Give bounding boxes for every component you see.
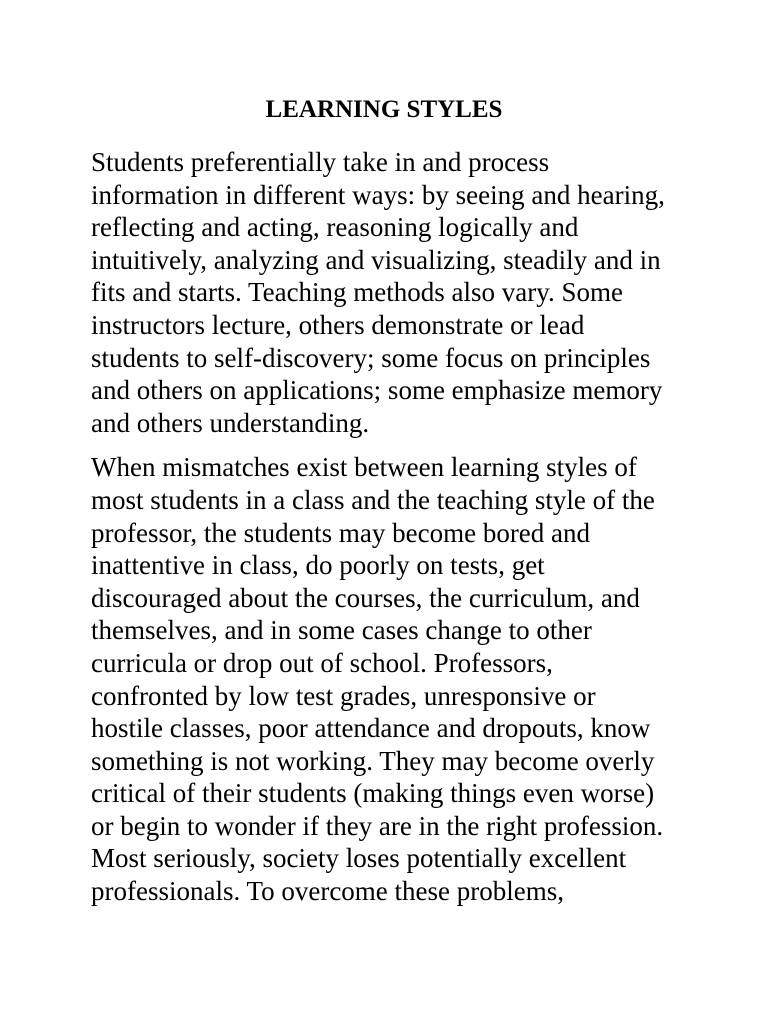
text-line: When mismatches exist between learning styles of: [91, 452, 637, 483]
text-line: intuitively, analyzing and visualizing, steadily and in: [91, 244, 661, 275]
text-line: fits and starts. Teaching methods also vary. Some: [91, 277, 624, 308]
text-line: and others understanding.: [91, 407, 370, 438]
text-line: themselves, and in some cases change to other: [91, 615, 592, 646]
text-line: inattentive in class, do poorly on tests, get: [91, 550, 545, 581]
text-line: professor, the students may become bored and: [91, 517, 591, 548]
document-title: LEARNING STYLES: [265, 96, 503, 123]
text-line: something is not working. They may become overly: [91, 745, 655, 776]
text-line: confronted by low test grades, unresponsive or: [91, 680, 596, 711]
text-line: students to self-discovery; some focus on principles: [91, 342, 651, 373]
text-line: Most seriously, society loses potentially excellent: [91, 843, 627, 874]
text-line: critical of their students (making things even worse): [91, 778, 655, 809]
text-line: curricula or drop out of school. Professors,: [91, 647, 553, 678]
text-line: discouraged about the courses, the curriculum, and: [91, 582, 640, 613]
document-body: [91, 146, 691, 908]
text-line: most students in a class and the teaching style of the: [91, 484, 655, 515]
text-line: information in different ways: by seeing and hearing,: [91, 179, 665, 210]
text-line: and others on applications; some emphasize memory: [91, 375, 663, 406]
text-line: professionals. To overcome these problems,: [91, 876, 565, 907]
text-line: hostile classes, poor attendance and dropouts, know: [91, 713, 651, 744]
text-line: Students preferentially take in and process: [91, 147, 550, 177]
paragraph-1: [91, 146, 691, 439]
text-line: reflecting and acting, reasoning logically and: [91, 212, 579, 243]
paragraph-2: [91, 451, 691, 907]
text-line: or begin to wonder if they are in the right profession.: [91, 810, 664, 841]
text-line: instructors lecture, others demonstrate or lead: [91, 309, 585, 340]
